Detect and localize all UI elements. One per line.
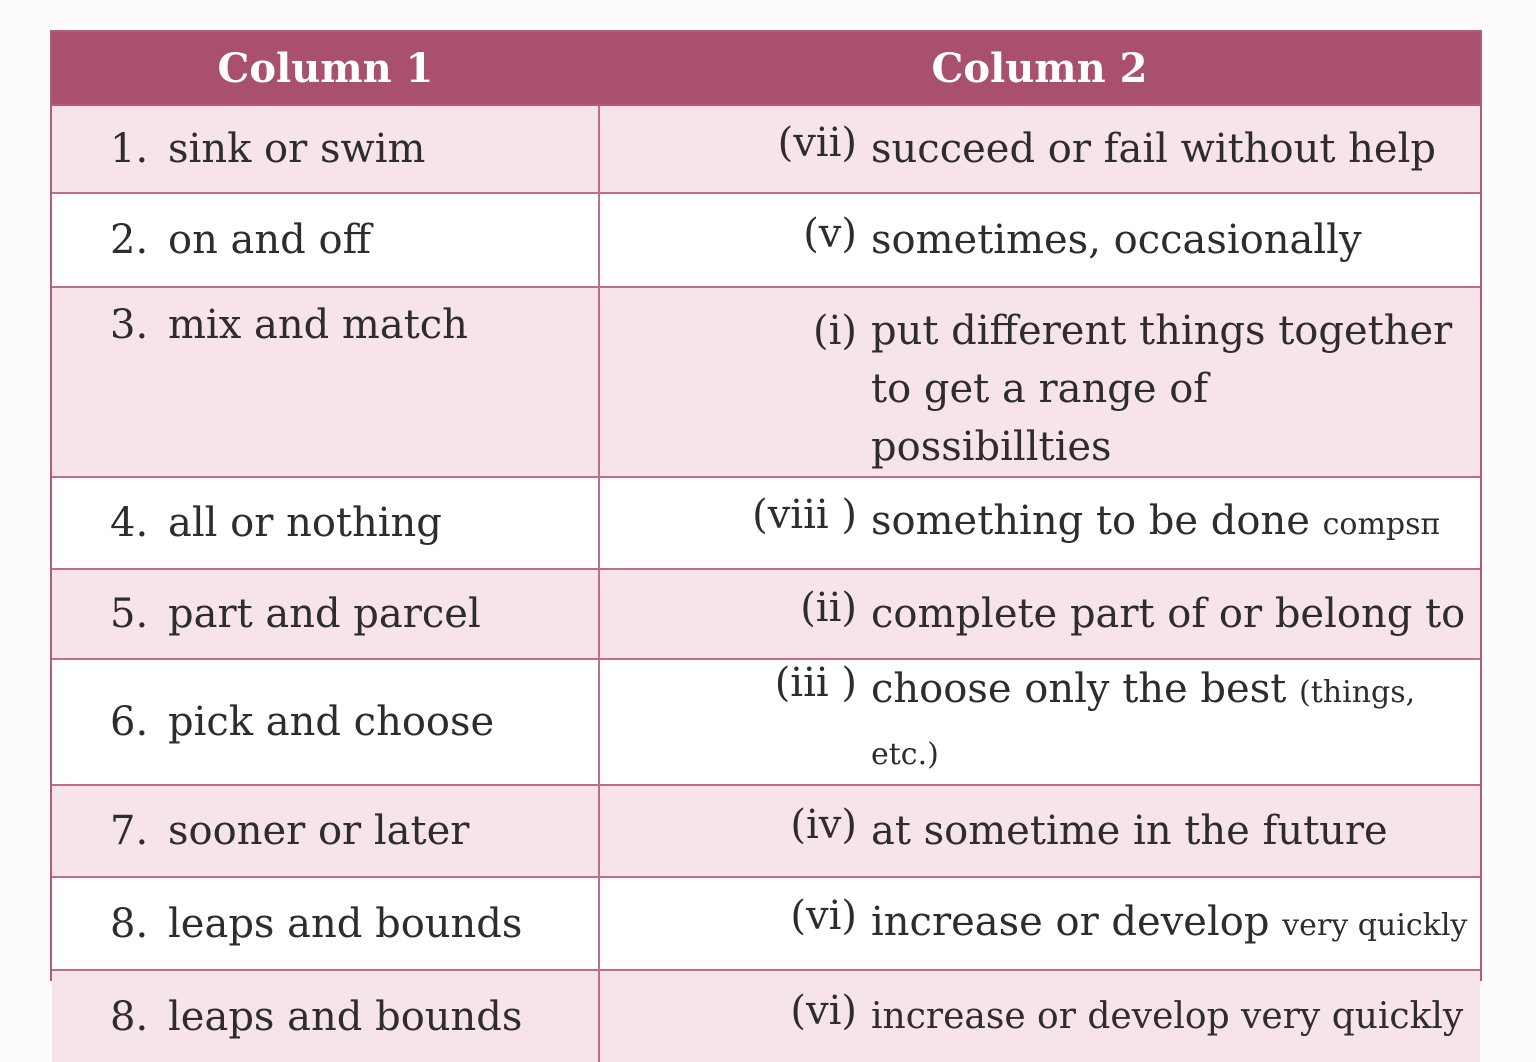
roman-numeral: (ii): [800, 585, 857, 631]
table-row: [52, 105, 1480, 193]
row-number: 2.: [110, 217, 149, 263]
meaning-note: very quickly: [1282, 907, 1468, 943]
phrase-cell: [52, 569, 599, 659]
meaning: something to be done: [871, 498, 1310, 544]
roman-numeral: (iii ): [774, 660, 857, 706]
table-row: [52, 193, 1480, 287]
meaning: increase or develop very quickly: [871, 995, 1464, 1037]
meaning-cell: [599, 287, 1480, 477]
meaning: at sometime in the future: [871, 808, 1388, 854]
meaning-cell: [599, 877, 1480, 970]
meaning: sometimes, occasionally: [871, 217, 1362, 263]
meaning-cell: [599, 785, 1480, 877]
table-row: [52, 477, 1480, 569]
table-row: [52, 659, 1480, 785]
meaning: choose only the best: [871, 666, 1287, 712]
phrase: sink or swim: [168, 126, 426, 172]
row-number: 8.: [110, 900, 149, 947]
row-number: 6.: [110, 699, 149, 745]
roman-numeral: (viii ): [752, 492, 857, 538]
roman-numeral: (vi): [790, 987, 857, 1034]
phrase-cell: [52, 785, 599, 877]
phrase-cell: [52, 659, 599, 785]
table-row: [52, 970, 1480, 1062]
table-row: [52, 287, 1480, 477]
roman-numeral: (i): [812, 308, 857, 354]
phrase: on and off: [168, 217, 371, 263]
phrase-cell: [52, 970, 599, 1062]
phrase: pick and choose: [168, 699, 495, 745]
table-row: [52, 569, 1480, 659]
idioms-table: [50, 30, 1482, 1040]
table-row: [52, 785, 1480, 877]
row-number: 4.: [110, 500, 149, 546]
phrase-cell: [52, 877, 599, 970]
phrase-cell: [52, 287, 599, 477]
phrase-cell: [52, 193, 599, 287]
meaning: put different things together to get a range of possibillties: [871, 308, 1453, 470]
column-1-header: Column 1: [52, 32, 599, 105]
meaning-cell: [599, 477, 1480, 569]
meaning-cell: [599, 105, 1480, 193]
meaning-cell: [599, 970, 1480, 1062]
row-number: 8.: [110, 993, 149, 1040]
meaning-cell: [599, 659, 1480, 785]
meaning: complete part of or belong to: [871, 591, 1466, 637]
roman-numeral: (v): [803, 211, 857, 257]
matching-table: [52, 32, 1480, 1062]
row-number: 3.: [110, 302, 149, 348]
phrase: all or nothing: [168, 500, 442, 546]
meaning: succeed or fail without help: [871, 126, 1436, 172]
row-number: 7.: [110, 808, 149, 854]
phrase-cell: [52, 105, 599, 193]
phrase: leaps and bounds: [168, 993, 523, 1040]
phrase: sooner or later: [168, 808, 470, 854]
roman-numeral: (iv): [790, 802, 857, 848]
table-row: [52, 877, 1480, 970]
meaning-cell: [599, 193, 1480, 287]
row-number: 1.: [110, 126, 149, 172]
row-number: 5.: [110, 591, 149, 637]
roman-numeral: (vii): [777, 120, 857, 166]
header-row: [52, 32, 1480, 105]
phrase: part and parcel: [168, 591, 481, 637]
phrase: mix and match: [168, 302, 468, 348]
meaning: increase or develop: [871, 898, 1270, 945]
meaning-note: compsп: [1322, 507, 1441, 542]
meaning-cell: [599, 569, 1480, 659]
roman-numeral: (vi): [790, 892, 857, 939]
meaning-note: (things, etc.): [871, 675, 1416, 772]
column-2-header: Column 2: [599, 32, 1480, 105]
phrase-cell: [52, 477, 599, 569]
phrase: leaps and bounds: [168, 900, 523, 947]
